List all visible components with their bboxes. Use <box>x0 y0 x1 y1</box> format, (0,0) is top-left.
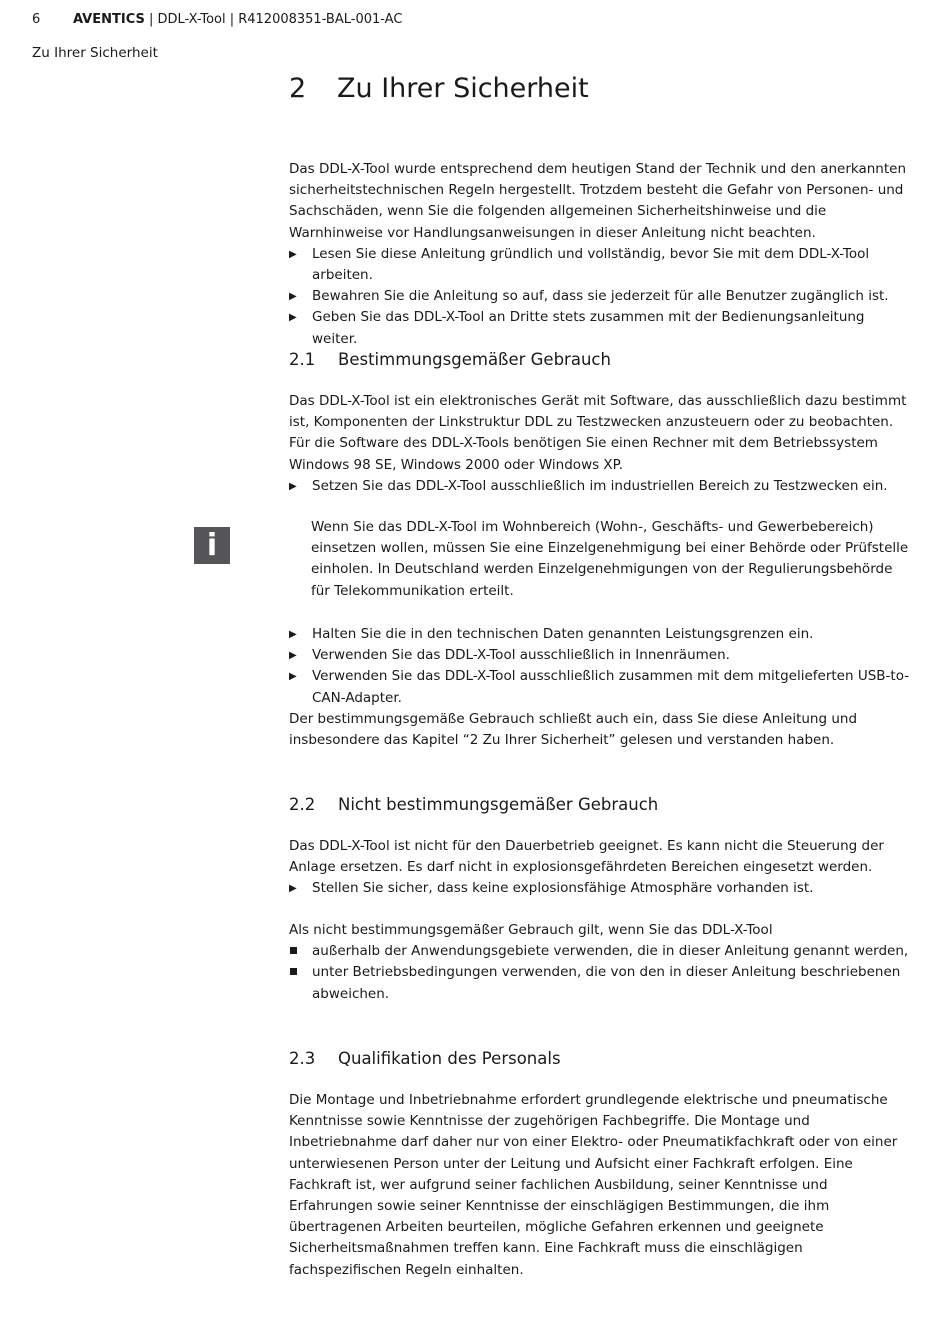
triangle-bullet-icon: ▶ <box>289 629 297 640</box>
chapter-number: 2 <box>289 73 307 104</box>
paragraph: Das DDL-X-Tool ist ein elektronisches Gerät mit Software, das ausschließlich dazu bestimmt ist, Komponenten der Linkstruktur DDL zu Testzwecken anzusteuern oder zu beobachten. Für die Software des DDL-X-Tools benötigen Sie einen Rechner mit dem Betriebssystem Windows 98 SE, Windows 2000 oder Windows XP. <box>289 393 907 473</box>
triangle-bullet-icon: ▶ <box>289 248 297 260</box>
section-2-2-misuse <box>289 920 914 1005</box>
list-item: außerhalb der Anwendungsgebiete verwenden, die in dieser Anleitung genannt werden, <box>289 941 914 962</box>
list-item: ▶ Bewahren Sie die Anleitung so auf, dass sie jederzeit für alle Benutzer zugänglich ist. <box>289 286 914 307</box>
paragraph: Das DDL-X-Tool ist nicht für den Dauerbetrieb geeignet. Es kann nicht die Steuerung der Anlage ersetzen. Es darf nicht in explosionsgefährdeten Bereichen eingesetzt werden. <box>289 838 884 876</box>
section-title: Qualifikation des Personals <box>338 1049 561 1068</box>
page-number: 6 <box>32 12 41 27</box>
info-icon: i <box>194 527 230 564</box>
section-2-3-body <box>289 1090 914 1281</box>
triangle-bullet-icon: ▶ <box>289 480 297 492</box>
square-bullet-icon <box>290 947 297 954</box>
section-number: 2.1 <box>289 350 316 369</box>
list-item: ▶ Verwenden Sie das DDL-X-Tool ausschließlich zusammen mit dem mitgelieferten USB-to-CAN-Adapter. <box>289 668 910 706</box>
info-note: Wenn Sie das DDL-X-Tool im Wohnbereich (Wohn-, Geschäfts- und Gewerbebereich) einsetzen wollen, müssen Sie eine Einzelgenehmigung bei einer Behörde oder Prüfstelle einholen. In Deutschland werden Einzelgenehmigungen von der Regulierungsbehörde für Telekommunikation erteilt. <box>311 519 909 599</box>
intro-paragraph: Das DDL-X-Tool wurde entsprechend dem heutigen Stand der Technik und den anerkannten sicherheitstechnischen Regeln hergestellt. Trotzdem besteht die Gefahr von Personen- und Sachschäden, wenn Sie die folgenden allgemeinen Sicherheitshinweise und die Warnhinweise vor Handlungsanweisungen in dieser Anleitung nicht beachten. <box>289 161 907 241</box>
triangle-bullet-icon: ▶ <box>289 291 297 303</box>
list-item: ▶ Lesen Sie diese Anleitung gründlich und vollständig, bevor Sie mit dem DDL-X-Tool arbeiten. <box>289 245 870 284</box>
section-2-1-list <box>289 624 914 751</box>
list-item: ▶ Halten Sie die in den technischen Daten genannten Leistungsgrenzen ein. <box>289 624 914 645</box>
paragraph: Die Montage und Inbetriebnahme erfordert grundlegende elektrische und pneumatische Kenntnisse sowie Kenntnisse der zugehörigen Fachbegriffe. Die Montage und Inbetriebnahme darf daher nur von einer Elektro- oder Pneumatikfachkraft oder von einer unterwiesenen Person unter der Leitung und Aufsicht einer Fachkraft erfolgen. Eine Fachkraft ist, wer aufgrund seiner fachlichen Ausbildung, seiner Kenntnisse und Erfahrungen sowie seiner Kenntnisse der einschlägigen Bestimmungen, die ihm übertragenen Arbeiten beurteilen, mögliche Gefahren erkennen und geeignete Sicherheitsmaßnahmen treffen kann. Eine Fachkraft muss die einschlägigen fachspezifischen Regeln einhalten. <box>289 1092 898 1278</box>
section-number: 2.2 <box>289 795 316 814</box>
chapter-title <box>289 72 589 106</box>
section-title: Nicht bestimmungsgemäßer Gebrauch <box>338 795 659 814</box>
brand-name: AVENTICS <box>73 12 145 27</box>
list-item: ▶ Verwenden Sie das DDL-X-Tool ausschließlich in Innenräumen. <box>289 645 914 666</box>
triangle-bullet-icon: ▶ <box>289 312 297 324</box>
section-2-2-body <box>289 836 914 900</box>
chapter-title-text: Zu Ihrer Sicherheit <box>337 73 589 104</box>
section-heading-2-3 <box>289 1048 561 1070</box>
section-title: Bestimmungsgemäßer Gebrauch <box>338 350 611 369</box>
section-heading-2-2 <box>289 794 658 816</box>
square-bullet-icon <box>290 968 297 975</box>
list-item: ▶ Setzen Sie das DDL-X-Tool ausschließlich im industriellen Bereich zu Testzwecken ein. <box>289 476 914 497</box>
section-2-1-body <box>289 391 914 497</box>
document-reference: | DDL-X-Tool | R412008351-BAL-001-AC <box>144 12 403 27</box>
triangle-bullet-icon: ▶ <box>289 883 297 895</box>
intro-section <box>289 159 914 350</box>
lead-paragraph: Als nicht bestimmungsgemäßer Gebrauch gilt, wenn Sie das DDL-X-Tool <box>289 922 773 938</box>
section-number: 2.3 <box>289 1049 316 1068</box>
list-item: ▶ Geben Sie das DDL-X-Tool an Dritte stets zusammen mit der Bedienungsanleitung weiter. <box>289 309 865 347</box>
page-header <box>32 11 402 29</box>
closing-paragraph: Der bestimmungsgemäße Gebrauch schließt auch ein, dass Sie diese Anleitung und insbesondere das Kapitel “2 Zu Ihrer Sicherheit” gelesen und verstanden haben. <box>289 710 858 749</box>
running-head: Zu Ihrer Sicherheit <box>32 45 158 61</box>
triangle-bullet-icon: ▶ <box>289 671 297 683</box>
triangle-bullet-icon: ▶ <box>289 650 297 662</box>
list-item: unter Betriebsbedingungen verwenden, die von den in dieser Anleitung beschriebenen abweichen. <box>289 962 914 1004</box>
section-heading-2-1 <box>289 349 611 371</box>
list-item: ▶ Stellen Sie sicher, dass keine explosionsfähige Atmosphäre vorhanden ist. <box>289 878 914 899</box>
